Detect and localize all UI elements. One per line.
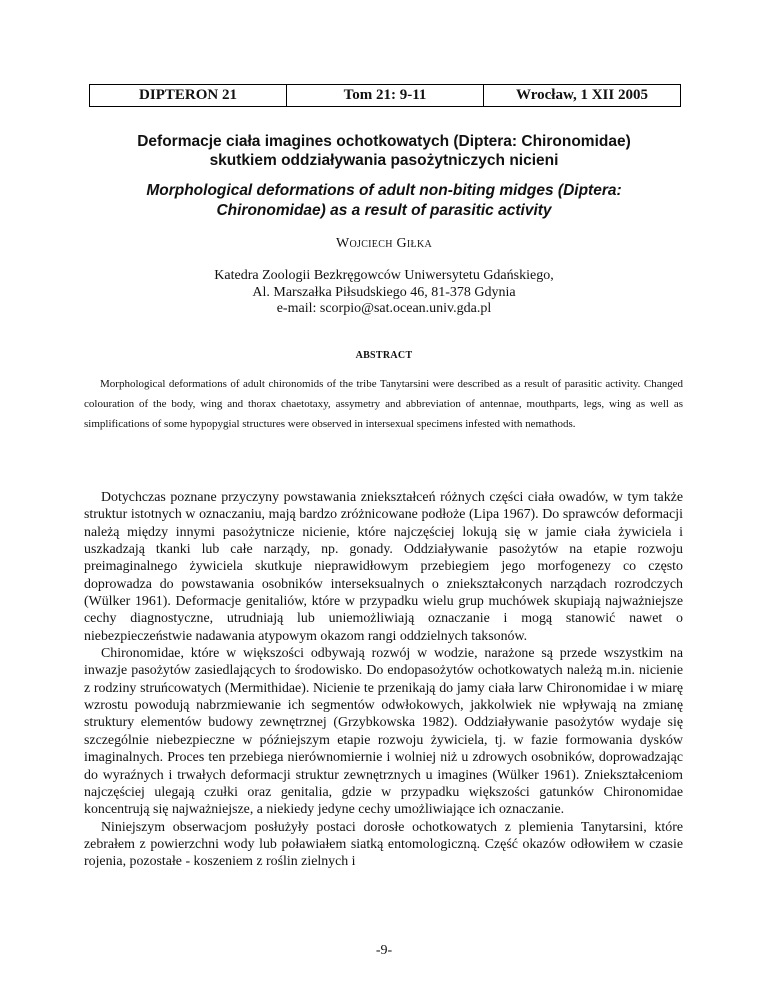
affiliation-line-1: Katedra Zoologii Bezkręgowców Uniwersytetu Gdańskiego, bbox=[214, 268, 554, 283]
body-paragraph-2: Chironomidae, które w większości odbywają rozwój w wodzie, narażone są przede wszystkim na inwazje pasożytów zasiedlających to środowisko. Do endopasożytów ochotkowatych należą m.in. nicienie z rodziny struńcowatych (Mermithidae). Nicienie te przenikają do jamy ciała larw Chironomidae i w miarę wzrostu powodują nabrzmiewanie ich segmentów odwłokowych, jakkolwiek nie wpływają na zmianę struktury elementów budowy zewnętrznej (Grzybkowska 1982). Oddziaływanie pasożytów wydaje się szczególnie niebezpieczne w późniejszym etapie rozwoju żywiciela, tj. w fazie formowania dysków imaginalnych. Proces ten przebiega nierównomiernie i wolniej niż u zdrowych osobników, doprowadzając do wyraźnych i trwałych deformacji struktur zewnętrznych u imagines (Wülker 1961). Zniekształceniom najczęściej ulegają czułki oraz genitalia, gdzie w przypadku większości gatunków Chironomidae koncentrują się najważniejsze, a niekiedy jedyne cechy umożliwiające ich oznaczanie. bbox=[84, 646, 683, 818]
body-paragraph-1: Dotychczas poznane przyczyny powstawania zniekształceń różnych części ciała owadów, w tym także struktur istotnych w oznaczaniu, mają bardzo zróżnicowane podłoże (Lipa 1967). Do sprawców deformacji należą między innymi pasożytnicze nicienie, które najczęściej lokują się w jamie ciała żywiciela i uszkadzają tkanki lub całe narządy, np. gonady. Oddziaływanie pasożytów na etapie rozwoju preimaginalnego żywiciela skutkuje nieprawidłowym przebiegiem jego morfogenezy co często doprowadza do powstawania osobników interseksualnych o zniekształconych narządach rozrodczych (Wülker 1961). Deformacje genitaliów, które w przypadku wielu grup muchówek skupiają najważniejsze cechy diagnostyczne, utrudniają lub uniemożliwiają oznaczanie i mogą stanowić nawet o niebezpieczeństwie nadawania atypowym okazom rangi oddzielnych taksonów. bbox=[84, 490, 683, 644]
title-polish bbox=[0, 132, 768, 170]
body-paragraph-3: Niniejszym obserwacjom posłużyły postaci dorosłe ochotkowatych z plemienia Tanytarsini, które zebrałem z powierzchni wody lub poławiałem siatką entomologiczną. Część okazów odłowiłem w czasie rojenia, pozostałe - koszeniem z roślin zielnych i bbox=[84, 819, 683, 870]
page-number: -9- bbox=[375, 943, 393, 958]
title-english bbox=[0, 181, 768, 221]
title-polish-line-2: skutkiem oddziaływania pasożytniczych nicieni bbox=[209, 152, 559, 169]
place-date: Wrocław, 1 XII 2005 bbox=[483, 85, 680, 106]
abstract-text bbox=[84, 374, 683, 434]
title-polish-line-1: Deformacje ciała imagines ochotkowatych (Diptera: Chironomidae) bbox=[137, 133, 631, 150]
affiliation-line-2: Al. Marszałka Piłsudskiego 46, 81-378 Gdynia bbox=[252, 284, 516, 300]
journal-name: DIPTERON 21 bbox=[139, 87, 237, 103]
affiliation-email: e-mail: scorpio@sat.ocean.univ.gda.pl bbox=[276, 301, 492, 316]
title-english-line-1: Morphological deformations of adult non-biting midges (Diptera: bbox=[146, 182, 622, 199]
abstract-heading: ABSTRACT bbox=[355, 350, 413, 361]
title-english-line-2: Chironomidae) as a result of parasitic activity bbox=[216, 202, 552, 219]
affiliation bbox=[0, 268, 768, 318]
abstract-body: Morphological deformations of adult chironomids of the tribe Tanytarsini were described as a result of parasitic activity. Changed colouration of the body, wing and thorax chaetotaxy, assymetry and abbreviation of antennae, mouthparts, legs, wing as well as simplifications of some hypopygial structures were observed in intersexual specimens infested with nemathods. bbox=[84, 378, 683, 430]
article-body bbox=[84, 489, 683, 871]
author-name: Wojciech Giłka bbox=[335, 236, 433, 251]
header-table bbox=[89, 84, 681, 107]
volume-pages: Tom 21: 9-11 bbox=[286, 85, 483, 106]
